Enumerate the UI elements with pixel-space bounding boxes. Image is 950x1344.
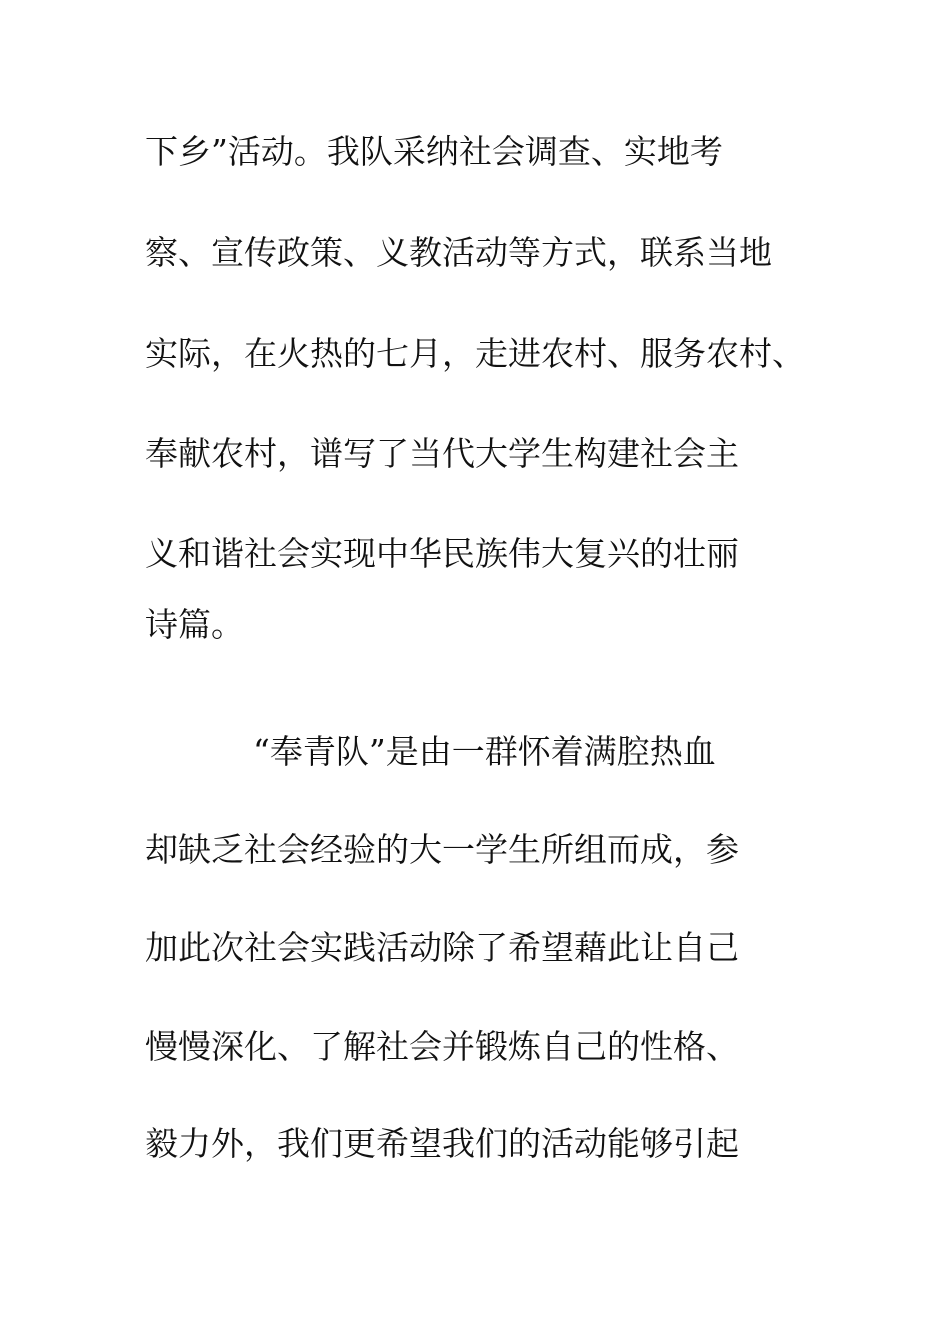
text-line-8: 却缺乏社会经验的大一学生所组而成，参 — [145, 830, 739, 869]
text-line-9: 加此次社会实践活动除了希望藉此让自己 — [145, 928, 739, 967]
text-line-7-indented: “奉青队”是由一群怀着满腔热血 — [253, 732, 716, 771]
text-line-4: 奉献农村，谱写了当代大学生构建社会主 — [145, 434, 739, 473]
text-line-5: 义和谐社会实现中华民族伟大复兴的壮丽 — [145, 534, 739, 573]
text-line-1: 下乡”活动。我队采纳社会调查、实地考 — [145, 132, 723, 171]
text-line-6: 诗篇。 — [145, 605, 244, 644]
text-line-10: 慢慢深化、了解社会并锻炼自己的性格、 — [145, 1027, 739, 1066]
text-line-11: 毅力外，我们更希望我们的活动能够引起 — [145, 1124, 739, 1163]
text-line-2: 察、宣传政策、义教活动等方式，联系当地 — [145, 233, 772, 272]
text-line-3: 实际，在火热的七月，走进农村、服务农村、 — [145, 334, 805, 373]
